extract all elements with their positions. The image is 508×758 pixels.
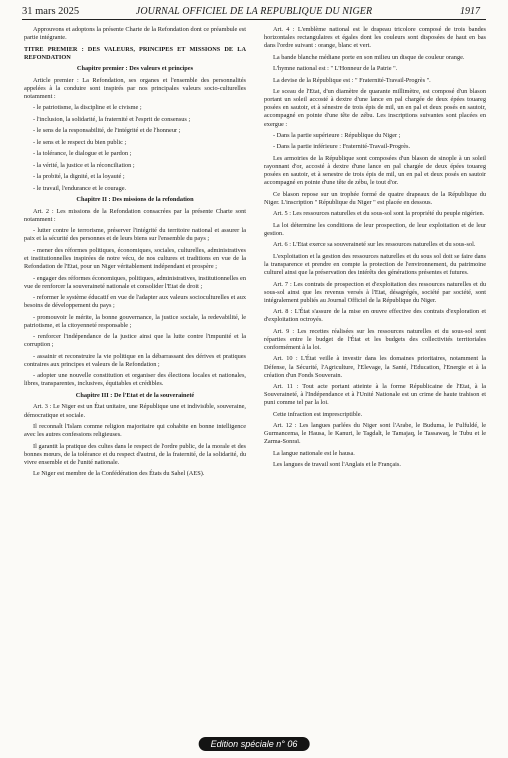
page-number: 1917 [460, 6, 480, 17]
paragraph: - engager des réformes économiques, politiques, administratives, institutionnelles en vue de renforcer la souveraineté nationale et consolider l'Etat de droit ; [24, 274, 246, 290]
section-heading: Chapitre III : De l'Etat et de la souveraineté [75, 391, 195, 399]
paragraph: - le travail, l'endurance et le courage. [33, 184, 127, 192]
paragraph: - renforcer l'indépendance de la justice ainsi que la lutte contre l'impunité et la corruption ; [24, 333, 246, 349]
paragraph: - le sens de la responsabilité, de l'intégrité et de l'honneur ; [33, 127, 181, 135]
paragraph: - la probité, la dignité, et la loyauté ; [33, 173, 125, 181]
paragraph: Art. 4 : L'emblème national est le drapeau tricolore composé de trois bandes horizontales rectangulaires et égales dont les couleurs sont disposées de haut en bas dans l'ordre suivant : orange, blanc et vert. [264, 26, 486, 50]
paragraph: Art. 12 : Les langues parlées du Niger sont l'Arabe, le Buduma, le Fulfuldé, le Gurmancema, le Hausa, le Kanuri, le Tagdalt, le Tamajaq, le Tassawaq, le Tubu et le Zarma-Sonraï. [264, 422, 486, 446]
paragraph: L'hymne national est : " L'Honneur de la Patrie ". [273, 65, 398, 73]
paragraph: Art. 9 : Les recettes réalisées sur les ressources naturelles et du sous-sol sont réparties entre le budget de l'État et les budgets des collectivités territoriales conformément à la loi. [264, 327, 486, 351]
right-column [264, 26, 486, 473]
paragraph: Le sceau de l'Etat, d'un diamètre de quarante millimètre, est composé d'un blason portant un soleil accosté à dextre d'une lance en pal chargée de deux épées touareg posées en sautoir, et à sénestre de trois épis de mil, un en pal et deux posés en sautoir, accompagné en pointe d'une tête de zébu. Les inscriptions suivantes sont placées en exergue : [264, 88, 486, 128]
paragraph: - Dans la partie supérieure : République du Niger ; [273, 131, 401, 139]
paragraph: Art. 6 : L'Etat exerce sa souveraineté sur les ressources naturelles et du sous-sol. [273, 241, 476, 249]
paragraph: - Dans la partie inférieure : Fraternité-Travail-Progrès. [273, 143, 411, 151]
paragraph: Art. 3 : Le Niger est un État unitaire, une République une et indivisible, souveraine, démocratique et sociale. [24, 403, 246, 419]
paragraph: Art. 10 : L'État veille à investir dans les domaines prioritaires, notamment la Défense, la Sécurité, l'Agriculture, l'Elevage, la Santé, l'Education, l'Energie et à la création d'un Fonds Souverain. [264, 355, 486, 379]
paragraph: Approuvons et adoptons la présente Charte de la Refondation dont ce préambule est partie intégrante. [24, 26, 246, 42]
paragraph: - promouvoir le mérite, la bonne gouvernance, la justice sociale, la redevabilité, le patriotisme, et la citoyenneté responsable ; [24, 313, 246, 329]
header-title: JOURNAL OFFICIEL DE LA REPUBLIQUE DU NIGER [135, 6, 373, 17]
edition-badge: Edition spéciale n° 06 [199, 737, 310, 751]
paragraph: - reformer le système éducatif en vue de l'adapter aux valeurs socioculturelles et aux besoins de développement du pays ; [24, 294, 246, 310]
section-heading: Chapitre premier : Des valeurs et principes [76, 65, 194, 73]
paragraph: - l'inclusion, la solidarité, la fraternité et l'esprit de consensus ; [33, 115, 191, 123]
paragraph: La devise de la République est : " Fraternité-Travail-Progrès ". [273, 76, 431, 84]
paragraph: Article premier : La Refondation, ses organes et l'ensemble des personnalités appelées à la conduire sont inspirés par nos principales valeurs socio-culturelles notamment : [24, 76, 246, 100]
paragraph: La loi détermine les conditions de leur prospection, de leur exploitation et de leur gestion. [264, 221, 486, 237]
section-heading: TITRE PREMIER : DES VALEURS, PRINCIPES ET MISSIONS DE LA REFONDATION [24, 45, 246, 61]
paragraph: - le patriotisme, la discipline et le civisme ; [33, 104, 142, 112]
paragraph: Art. 2 : Les missions de la Refondation consacrées par la présente Charte sont notamment : [24, 207, 246, 223]
section-heading: Chapitre II : Des missions de la refondation [76, 196, 194, 204]
paragraph: Les langues de travail sont l'Anglais et le Français. [273, 461, 401, 469]
paragraph: La bande blanche médiane porte en son milieu un disque de couleur orange. [273, 53, 465, 61]
paragraph: La langue nationale est le hausa. [273, 449, 355, 457]
left-column [24, 26, 246, 482]
paragraph: Les armoiries de la République sont composées d'un blason de sinople à un soleil rayonnant d'or, accosté à dextre d'une lance en pal chargée de deux épées touareg posées en sautoir, et à senestre de trois épis de mil, un en pal et deux posés en sautoir accompagné en pointe d'une tête de zébu, le tout d'or. [264, 154, 486, 187]
paragraph: Ce blason repose sur un trophée formé de quatre drapeaux de la République du Niger. L'inscription " République du Niger " est placée en dessous. [264, 190, 486, 206]
paragraph: - lutter contre le terrorisme, préserver l'intégrité du territoire national et assurer la paix et la sécurité des personnes et de leurs biens sur l'ensemble du pays ; [24, 227, 246, 243]
paragraph: L'exploitation et la gestion des ressources naturelles et du sous sol doit se faire dans la transparence et prendre en compte la protection de l'environnement, du patrimoine culturel ainsi que la préservation des intérêts des générations présentes et futures. [264, 252, 486, 277]
header-rule [22, 19, 486, 20]
paragraph: - le sens et le respect du bien public ; [33, 138, 127, 146]
paragraph: Il reconnaît l'Islam comme religion majoritaire qui cohabite en bonne intelligence avec les autres confessions religieuses. [24, 423, 246, 439]
paragraph: Art. 5 : Les ressources naturelles et du sous-sol sont la propriété du peuple nigérien. [273, 210, 485, 218]
paragraph: - la tolérance, le dialogue et le pardon ; [33, 150, 132, 158]
paragraph: Art. 8 : L'État s'assure de la mise en œuvre effective des contrats d'exploration et d'exploitation octroyés. [264, 308, 486, 324]
paragraph: - mener des réformes politiques, économiques, sociales, culturelles, administratives et institutionnelles inspirées de notre vécu, de nos cultures et traditions en vue de la Refondation de l'Etat, pour un Niger véritablement indépendant et prospère ; [24, 246, 246, 271]
paragraph: - assainir et reconstruire la vie politique en la débarrassant des dérives et pratiques contraires aux principes et valeurs de la Refondation ; [24, 352, 246, 368]
paragraph: Art. 7 : Les contrats de prospection et d'exploitation des ressources naturelles et du sous-sol ainsi que les revenus versés à l'Etat, désagrégés, société par société, sont intégralement publiés au Journal Officiel de la République du Niger. [264, 280, 486, 304]
paragraph: Art. 11 : Tout acte portant atteinte à la forme Républicaine de l'Etat, à la Souveraineté, à l'Indépendance et à l'Unité Nationale est un crime de haute trahison et puni comme tel par la loi. [264, 383, 486, 407]
header-date: 31 mars 2025 [22, 6, 80, 17]
paragraph: Cette infraction est imprescriptible. [273, 410, 363, 418]
paragraph: - la vérité, la justice et la réconciliation ; [33, 161, 135, 169]
paragraph: Il garantit la pratique des cultes dans le respect de l'ordre public, de la morale et des bonnes mœurs, de la tolérance et du respect d'autrui, de la fraternité, de la solidarité, du vivre ensemble et de l'unité nationale. [24, 442, 246, 466]
paragraph: - adopter une nouvelle constitution et organiser des élections locales et nationales, libres, transparentes, inclusives, équitables et crédibles. [24, 372, 246, 388]
paragraph: Le Niger est membre de la Confédération des États du Sahel (AES). [33, 470, 205, 478]
